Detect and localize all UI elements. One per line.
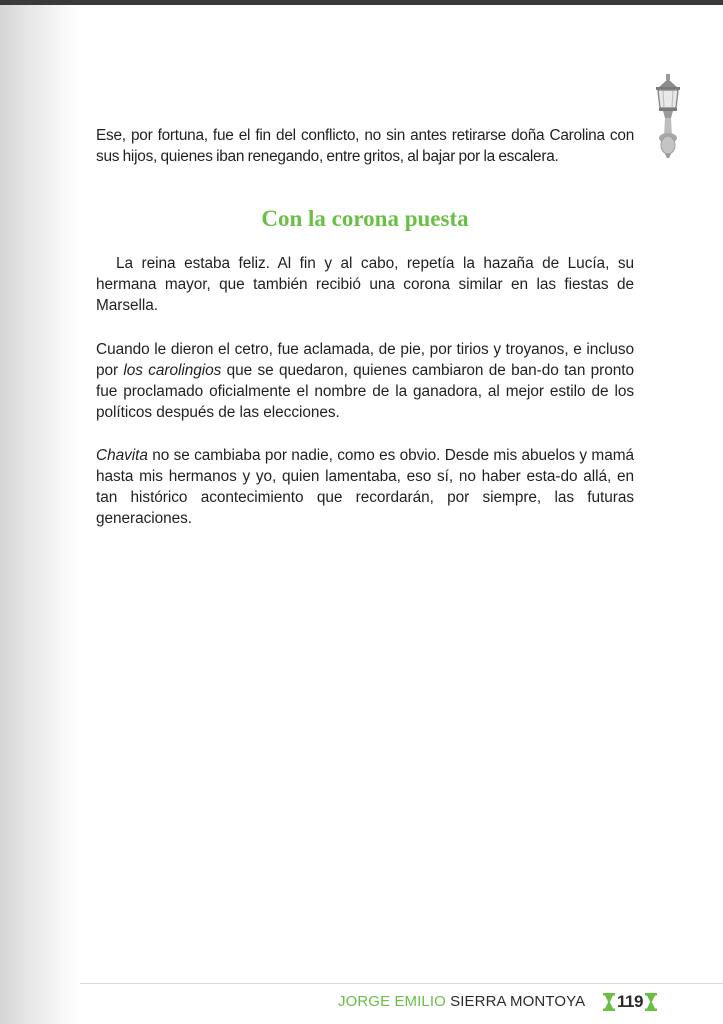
street-lamp-icon bbox=[648, 74, 688, 158]
paragraph-2-text-end: do tan pronto fue proclamado oficialmente el nombre de la ganadora, al mejor estilo de los políticos después de las elecciones. bbox=[96, 362, 634, 421]
author-last-name: SIERRA MONTOYA bbox=[450, 993, 586, 1010]
page-number-block bbox=[603, 990, 657, 1014]
section-title: Con la corona puesta bbox=[261, 206, 469, 231]
paragraph-3-text-mid: no se cambiaba por nadie, como es obvio. Desde mis abuelos y mamá hasta mis hermanos y yo, quien lamentaba, eso sí, no haber esta- bbox=[96, 447, 634, 485]
paragraph-3-italic: Chavita bbox=[96, 447, 148, 464]
intro-paragraph: Ese, por fortuna, fue el fin del conflicto, no sin antes retirarse doña Carolina con sus hijos, quienes iban renegando, entre gritos, al bajar por la escalera. bbox=[96, 127, 634, 165]
paragraph-3 bbox=[96, 445, 634, 529]
paragraph-2 bbox=[96, 339, 634, 423]
paragraph-2-text-mid: que se quedaron, quienes cambiaron de ban- bbox=[221, 362, 542, 379]
author-first-name: JORGE EMILIO bbox=[338, 993, 446, 1010]
paragraph-2-italic: los carolingios bbox=[123, 362, 222, 379]
page-gutter-shadow bbox=[0, 5, 80, 1024]
hourglass-icon bbox=[603, 993, 615, 1011]
paragraph-1: La reina estaba feliz. Al fin y al cabo, repetía la hazaña de Lucía, su hermana mayor, que también recibió una corona similar en las fiestas de Marsella. bbox=[96, 255, 634, 314]
footer-author bbox=[338, 992, 585, 1012]
page-number: 119 bbox=[617, 992, 643, 1011]
footer-divider bbox=[80, 983, 723, 984]
paragraph-2-text-start: Cuando le dieron el cetro, fue aclamada, de pie, por tirios y troyanos, e incluso por bbox=[96, 341, 634, 379]
paragraph-3-text-end: do allá, en tan histórico acontecimiento que recordarán, por siempre, las futuras generaciones. bbox=[96, 468, 634, 527]
top-bar bbox=[0, 0, 723, 5]
hourglass-icon bbox=[645, 993, 657, 1011]
